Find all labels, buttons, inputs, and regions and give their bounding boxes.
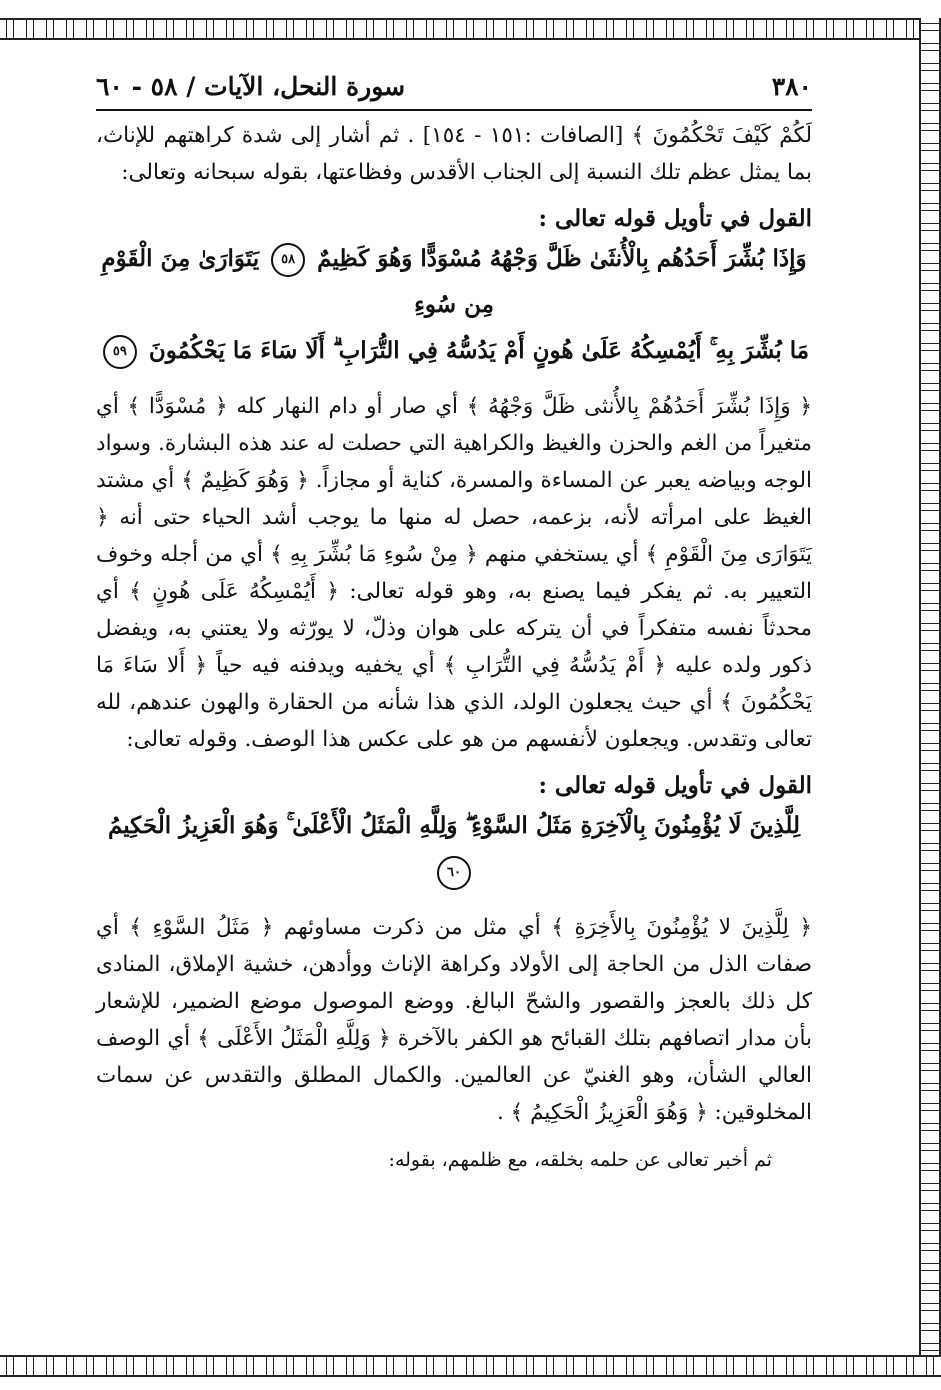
ayah-number-60: ٦٠	[437, 856, 471, 890]
ayah-number-59: ٥٩	[103, 335, 137, 369]
verse-59-text: مَا بُشِّرَ بِهِ ۚ أَيُمْسِكُهُ عَلَىٰ هُونٍ أَمْ يَدُسُّهُ فِي التُّرَابِ ۗ أَلَا سَاءَ مَا يَحْكُمُونَ	[148, 337, 810, 364]
verse-59-start: يَتَوَارَىٰ مِنَ الْقَوْمِ مِن سُوءِ	[101, 245, 494, 318]
section-heading-2: القول في تأويل قوله تعالى :	[538, 772, 812, 799]
verse-60-text: لِلَّذِينَ لَا يُؤْمِنُونَ بِالْآخِرَةِ مَثَلُ السَّوْءِ ۖ وَلِلَّهِ الْمَثَلُ الْأَعْلَىٰ ۚ وَهُوَ الْعَزِيزُ الْحَكِيمُ	[107, 812, 801, 839]
paragraph-1: لَكُمْ كَيْفَ تَحْكُمُونَ ﴾ [الصافات :١٥١ - ١٥٤] . ثم أشار إلى شدة كراهتهم للإناث، بما يمثل عظم تلك النسبة إلى الجناب الأقدس وفظاعتها، بقوله سبحانه وتعالى:	[96, 123, 812, 185]
closing-line: ثم أخبر تعالى عن حلمه بخلقه، مع ظلمهم، بقوله:	[388, 1149, 772, 1171]
paragraph-3: ﴿ لِلَّذِينَ لا يُؤْمِنُونَ بِالأَخِرَةِ ﴾ أي مثل من ذكرت مساوئهم ﴿ مَثَلُ السَّوْءِ ﴾ أي صفات الذل من الحاجة إلى الأولاد وكراهة الإناث ووأدهن، خشية الإملاق، المنادى كل ذلك بالعجز والقصور والشحّ البالغ. ووضع الموصول موضع الضمير، للإشعار بأن مدار اتصافهم بتلك القبائح هو الكفر بالآخرة ﴿ وَلِلَّهِ الْمَثَلُ الأَعْلَى ﴾ أي الوصف العالي الشأن، وهو الغنيّ عن العالمين. والكمال المطلق والتقدس عن سمات المخلوقين: ﴿ وَهُوَ الْعَزِيزُ الْحَكِيمُ ﴾ .	[96, 915, 812, 1125]
right-ornamental-border	[919, 18, 941, 1377]
paragraph-2: ﴿ وَإِذَا بُشِّرَ أَحَدُهُمْ بِالأُنثى ظَلَّ وَجْهُهُ ﴾ أي صار أو دام النهار كله ﴿ مُسْوَدًّا ﴾ أي متغيراً من الغم والحزن والغيظ والكراهية التي حصلت له عند هذه البشارة. وسواد الوجه وبياضه يعبر عن المساءة والمسرة، كناية أو مجازاً. ﴿ وَهُوَ كَظِيمٌ ﴾ أي مشتد الغيظ على امرأته لأنه، بزعمه، حصل له منها ما يوجب أشد الحياء حتى أنه ﴿ يَتَوَارَى مِنَ الْقَوْمِ ﴾ أي يستخفي منهم ﴿ مِنْ سُوءِ مَا بُشِّرَ بِهِ ﴾ أي من أجله وخوف التعيير به. ثم يفكر فيما يصنع به، وهو قوله تعالى: ﴿ أَيُمْسِكُهُ عَلَى هُونٍ ﴾ أي محدثاً نفسه متفكراً في أن يتركه على هوان وذلّ، لا يورّثه ولا يعتني به، ويفضل ذكور ولده عليه ﴿ أَمْ يَدُسُّهُ فِي التُّرَابِ ﴾ أي يخفيه ويدفنه فيه حياً ﴿ أَلا سَاءَ مَا يَحْكُمُونَ ﴾ أي حيث يجعلون الولد، الذي هذا شأنه من الحقارة والهون عندهم، لله تعالى وتقدس. ويجعلون لأنفسهم من هو على عكس هذا الوصف. وقوله تعالى:	[96, 394, 812, 752]
quran-verse-58-59	[96, 236, 812, 374]
quran-verse-60	[96, 803, 812, 895]
top-ornamental-border	[0, 18, 941, 40]
verse-58-text: وَإِذَا بُشِّرَ أَحَدُهُم بِالْأُنثَىٰ ظَلَّ وَجْهُهُ مُسْوَدًّا وَهُوَ كَظِيمٌ	[317, 245, 807, 272]
section-heading-1: القول في تأويل قوله تعالى :	[538, 205, 812, 232]
bottom-ornamental-border	[0, 1355, 941, 1377]
ayah-number-58: ٥٨	[271, 243, 305, 277]
page-title: سورة النحل، الآيات / ٥٨ - ٦٠	[96, 72, 406, 101]
page-content	[96, 72, 812, 1171]
page-number: ٣٨٠	[771, 72, 812, 101]
page-header	[96, 72, 812, 111]
